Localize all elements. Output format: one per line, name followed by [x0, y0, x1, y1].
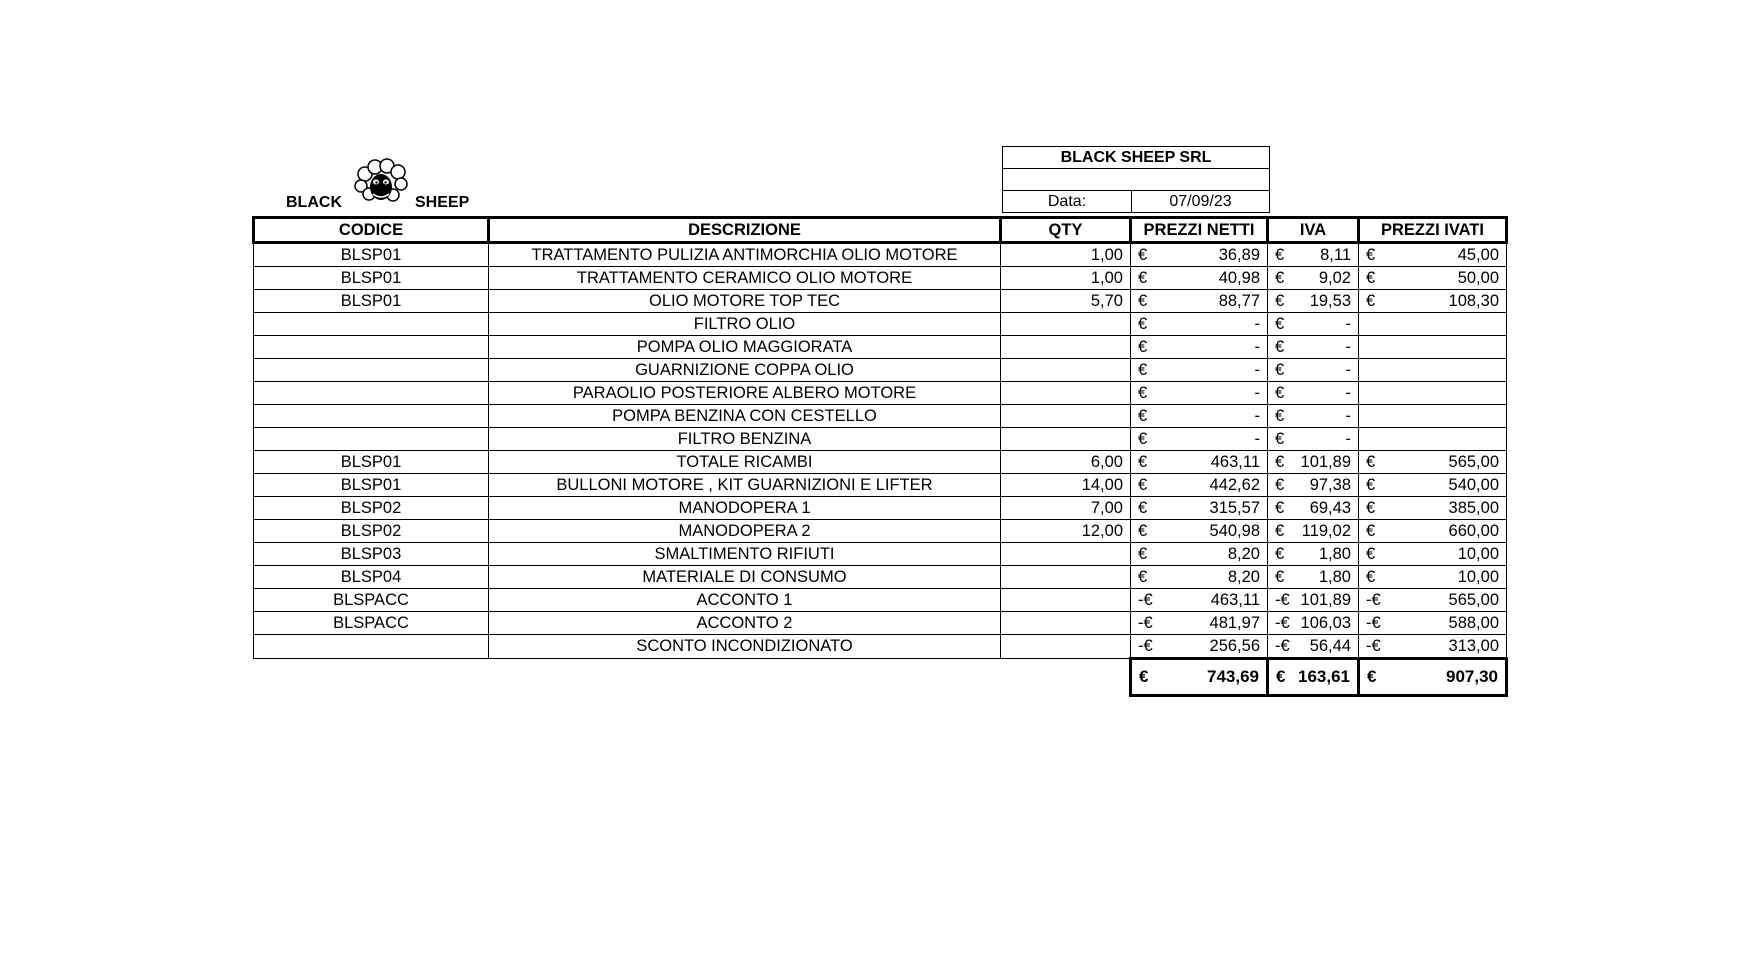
col-header-iva: IVA: [1268, 218, 1359, 243]
table-row: [254, 290, 1507, 313]
cell-iva: € -: [1268, 313, 1359, 336]
cell-iva: € 1,80: [1268, 543, 1359, 566]
cell-descrizione: ACCONTO 1: [489, 589, 1001, 612]
cell-qty: [1001, 336, 1131, 359]
cell-descrizione: TRATTAMENTO CERAMICO OLIO MOTORE: [489, 267, 1001, 290]
cell-qty: 12,00: [1001, 520, 1131, 543]
cell-qty: 1,00: [1001, 267, 1131, 290]
cell-qty: [1001, 589, 1131, 612]
cell-iva: € 19,53: [1268, 290, 1359, 313]
table-row: [254, 336, 1507, 359]
cell-codice: [254, 635, 489, 659]
cell-prezzo-ivato: € 385,00: [1359, 497, 1507, 520]
cell-codice: BLSP01: [254, 474, 489, 497]
cell-iva: € 69,43: [1268, 497, 1359, 520]
cell-descrizione: GUARNIZIONE COPPA OLIO: [489, 359, 1001, 382]
table-row: [254, 428, 1507, 451]
cell-qty: 7,00: [1001, 497, 1131, 520]
cell-iva: € 1,80: [1268, 566, 1359, 589]
cell-codice: BLSP02: [254, 497, 489, 520]
cell-codice: [254, 313, 489, 336]
cell-prezzo-ivato: [1359, 405, 1507, 428]
cell-descrizione: PARAOLIO POSTERIORE ALBERO MOTORE: [489, 382, 1001, 405]
total-net: € 743,69: [1131, 659, 1268, 696]
totals-row: [254, 659, 1507, 696]
cell-codice: [254, 428, 489, 451]
cell-prezzo-ivato: -€ 588,00: [1359, 612, 1507, 635]
cell-qty: 1,00: [1001, 243, 1131, 267]
cell-descrizione: MATERIALE DI CONSUMO: [489, 566, 1001, 589]
cell-prezzo-netto: € 315,57: [1131, 497, 1268, 520]
cell-descrizione: SCONTO INCONDIZIONATO: [489, 635, 1001, 659]
table-row: [254, 589, 1507, 612]
cell-prezzo-netto: € 8,20: [1131, 543, 1268, 566]
cell-prezzo-netto: € 442,62: [1131, 474, 1268, 497]
cell-prezzo-ivato: € 45,00: [1359, 243, 1507, 267]
cell-iva: € -: [1268, 359, 1359, 382]
cell-prezzo-netto: -€ 256,56: [1131, 635, 1268, 659]
logo-word-right: SHEEP: [415, 194, 470, 211]
cell-prezzo-ivato: [1359, 359, 1507, 382]
table-row: [254, 405, 1507, 428]
table-row: [254, 267, 1507, 290]
cell-qty: [1001, 612, 1131, 635]
cell-descrizione: POMPA OLIO MAGGIORATA: [489, 336, 1001, 359]
table-row: [254, 359, 1507, 382]
cell-codice: BLSP03: [254, 543, 489, 566]
cell-codice: BLSPACC: [254, 589, 489, 612]
cell-codice: BLSP01: [254, 451, 489, 474]
cell-codice: BLSP01: [254, 267, 489, 290]
cell-qty: [1001, 566, 1131, 589]
cell-codice: [254, 382, 489, 405]
cell-qty: 6,00: [1001, 451, 1131, 474]
cell-prezzo-netto: € -: [1131, 359, 1268, 382]
table-row: [254, 451, 1507, 474]
cell-iva: € 97,38: [1268, 474, 1359, 497]
cell-prezzo-ivato: [1359, 336, 1507, 359]
cell-prezzo-ivato: -€ 313,00: [1359, 635, 1507, 659]
cell-prezzo-ivato: [1359, 382, 1507, 405]
table-row: [254, 497, 1507, 520]
cell-descrizione: FILTRO BENZINA: [489, 428, 1001, 451]
cell-qty: [1001, 359, 1131, 382]
cell-codice: [254, 405, 489, 428]
cell-qty: [1001, 313, 1131, 336]
cell-iva: € 9,02: [1268, 267, 1359, 290]
cell-codice: BLSP01: [254, 290, 489, 313]
cell-codice: BLSPACC: [254, 612, 489, 635]
cell-descrizione: ACCONTO 2: [489, 612, 1001, 635]
cell-iva: € 119,02: [1268, 520, 1359, 543]
cell-descrizione: POMPA BENZINA CON CESTELLO: [489, 405, 1001, 428]
cell-qty: [1001, 543, 1131, 566]
col-header-prezzi-ivati: PREZZI IVATI: [1359, 218, 1507, 243]
cell-prezzo-ivato: € 660,00: [1359, 520, 1507, 543]
cell-prezzo-ivato: € 10,00: [1359, 566, 1507, 589]
cell-qty: [1001, 428, 1131, 451]
cell-prezzo-ivato: € 10,00: [1359, 543, 1507, 566]
cell-qty: [1001, 405, 1131, 428]
col-header-prezzi-netti: PREZZI NETTI: [1131, 218, 1268, 243]
sheep-icon: [351, 158, 411, 208]
cell-prezzo-ivato: -€ 565,00: [1359, 589, 1507, 612]
table-row: [254, 243, 1507, 267]
table-row: [254, 520, 1507, 543]
cell-prezzo-netto: € 88,77: [1131, 290, 1268, 313]
cell-prezzo-ivato: € 565,00: [1359, 451, 1507, 474]
cell-descrizione: SMALTIMENTO RIFIUTI: [489, 543, 1001, 566]
cell-prezzo-ivato: [1359, 428, 1507, 451]
cell-iva: € 101,89: [1268, 451, 1359, 474]
table-row: [254, 313, 1507, 336]
date-value: 07/09/23: [1132, 191, 1270, 213]
cell-prezzo-netto: € 463,11: [1131, 451, 1268, 474]
cell-prezzo-netto: € 36,89: [1131, 243, 1268, 267]
cell-iva: € -: [1268, 428, 1359, 451]
cell-codice: BLSP04: [254, 566, 489, 589]
cell-prezzo-netto: € -: [1131, 336, 1268, 359]
table-row: [254, 612, 1507, 635]
col-header-descrizione: DESCRIZIONE: [489, 218, 1001, 243]
cell-descrizione: OLIO MOTORE TOP TEC: [489, 290, 1001, 313]
cell-qty: [1001, 382, 1131, 405]
cell-prezzo-netto: -€ 463,11: [1131, 589, 1268, 612]
cell-prezzo-netto: € -: [1131, 405, 1268, 428]
table-row: [254, 635, 1507, 659]
cell-descrizione: TRATTAMENTO PULIZIA ANTIMORCHIA OLIO MOTORE: [489, 243, 1001, 267]
company-name: BLACK SHEEP SRL: [1003, 147, 1270, 169]
col-header-qty: QTY: [1001, 218, 1131, 243]
cell-prezzo-ivato: € 540,00: [1359, 474, 1507, 497]
table-row: [254, 543, 1507, 566]
invoice-table: [252, 216, 1508, 697]
cell-codice: BLSP01: [254, 243, 489, 267]
header-row: [254, 218, 1507, 243]
cell-prezzo-ivato: € 108,30: [1359, 290, 1507, 313]
cell-codice: [254, 359, 489, 382]
cell-qty: 14,00: [1001, 474, 1131, 497]
cell-iva: € -: [1268, 382, 1359, 405]
cell-qty: [1001, 635, 1131, 659]
cell-descrizione: FILTRO OLIO: [489, 313, 1001, 336]
logo-word-left: BLACK: [286, 194, 342, 211]
cell-iva: € -: [1268, 336, 1359, 359]
total-ivati: € 907,30: [1359, 659, 1507, 696]
cell-codice: [254, 336, 489, 359]
table-row: [254, 566, 1507, 589]
cell-prezzo-netto: € -: [1131, 382, 1268, 405]
cell-descrizione: MANODOPERA 1: [489, 497, 1001, 520]
cell-prezzo-netto: € 40,98: [1131, 267, 1268, 290]
company-logo: [283, 158, 503, 214]
cell-iva: -€ 101,89: [1268, 589, 1359, 612]
cell-iva: € -: [1268, 405, 1359, 428]
table-row: [254, 474, 1507, 497]
cell-iva: -€ 56,44: [1268, 635, 1359, 659]
cell-prezzo-netto: -€ 481,97: [1131, 612, 1268, 635]
cell-prezzo-netto: € -: [1131, 313, 1268, 336]
cell-codice: BLSP02: [254, 520, 489, 543]
col-header-codice: CODICE: [254, 218, 489, 243]
cell-descrizione: MANODOPERA 2: [489, 520, 1001, 543]
cell-iva: € 8,11: [1268, 243, 1359, 267]
date-label: Data:: [1003, 191, 1132, 213]
cell-prezzo-netto: € -: [1131, 428, 1268, 451]
cell-iva: -€ 106,03: [1268, 612, 1359, 635]
cell-qty: 5,70: [1001, 290, 1131, 313]
cell-descrizione: TOTALE RICAMBI: [489, 451, 1001, 474]
cell-prezzo-ivato: [1359, 313, 1507, 336]
cell-prezzo-netto: € 540,98: [1131, 520, 1268, 543]
table-row: [254, 382, 1507, 405]
company-info-box: [1002, 146, 1270, 213]
total-iva: € 163,61: [1268, 659, 1359, 696]
cell-prezzo-ivato: € 50,00: [1359, 267, 1507, 290]
cell-prezzo-netto: € 8,20: [1131, 566, 1268, 589]
cell-descrizione: BULLONI MOTORE , KIT GUARNIZIONI E LIFTER: [489, 474, 1001, 497]
company-line2: [1003, 169, 1270, 191]
